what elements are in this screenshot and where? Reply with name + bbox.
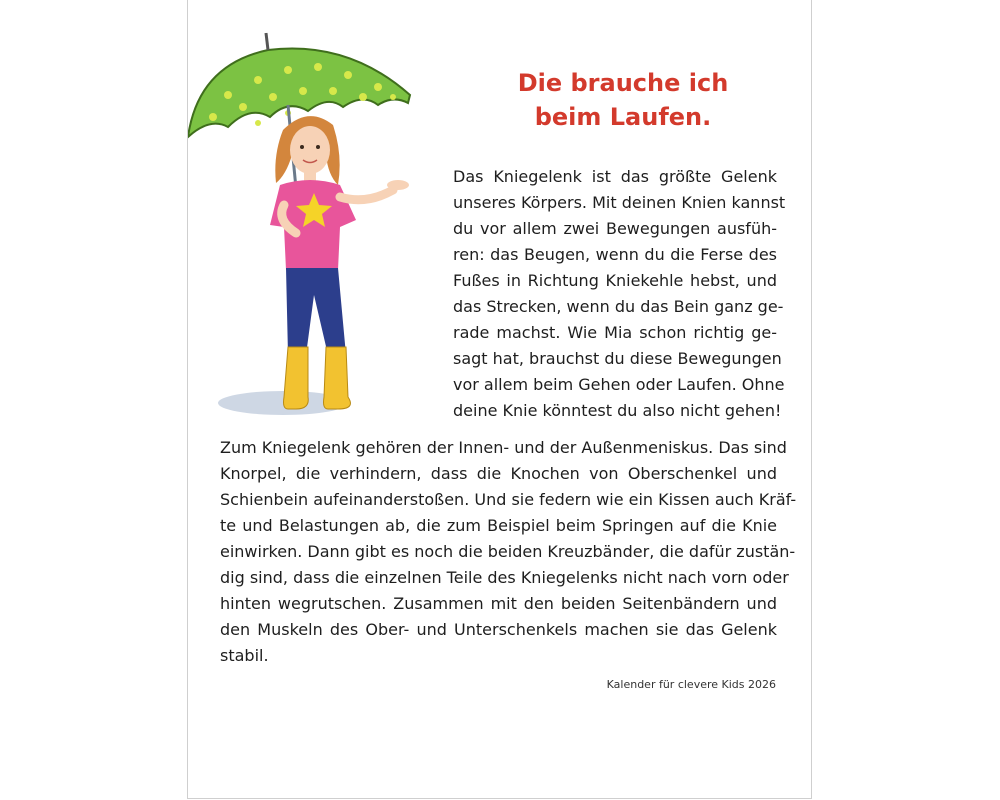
- page-title: [488, 66, 758, 134]
- text-line: den Muskeln des Ober- und Unterschenkels machen sie das Gelenk: [220, 620, 777, 639]
- text-line: unseres Körpers. Mit deinen Knien kannst: [453, 193, 786, 212]
- text-line: das Strecken, wenn du das Bein ganz ge-: [453, 297, 784, 316]
- text-line: dig sind, dass die einzelnen Teile des Kniegelenks nicht nach vorn oder: [220, 568, 789, 587]
- title-line-2: beim Laufen.: [534, 103, 712, 131]
- text-line: sagt hat, brauchst du diese Bewegungen: [453, 349, 782, 368]
- text-line: du vor allem zwei Bewegungen ausfüh-: [453, 219, 777, 238]
- title-line-1: Die brauche ich: [517, 69, 729, 97]
- girl-with-umbrella-illustration: [188, 25, 428, 420]
- footer-credit: Kalender für clevere Kids 2026: [606, 678, 776, 691]
- text-line: deine Knie könntest du also nicht gehen!: [453, 401, 782, 420]
- text-line: stabil.: [220, 646, 269, 665]
- text-line: ren: das Beugen, wenn du die Ferse des: [453, 245, 777, 264]
- text-line: Zum Kniegelenk gehören der Innen- und der Außenmeniskus. Das sind: [220, 438, 787, 457]
- text-line: Das Kniegelenk ist das größte Gelenk: [453, 167, 777, 186]
- text-line: vor allem beim Gehen oder Laufen. Ohne: [453, 375, 785, 394]
- text-line: te und Belastungen ab, die zum Beispiel beim Springen auf die Knie: [220, 516, 777, 535]
- text-line: Fußes in Richtung Kniekehle hebst, und: [453, 271, 777, 290]
- text-line: Knorpel, die verhindern, dass die Knochen von Oberschenkel und: [220, 464, 777, 483]
- text-line: Schienbein aufeinanderstoßen. Und sie federn wie ein Kissen auch Kräf-: [220, 490, 797, 509]
- text-line: rade machst. Wie Mia schon richtig ge-: [453, 323, 777, 342]
- intro-paragraph: [453, 164, 786, 424]
- body-paragraph: [220, 435, 797, 669]
- calendar-page: [187, 0, 812, 799]
- text-line: einwirken. Dann gibt es noch die beiden Kreuzbänder, die dafür zustän-: [220, 542, 796, 561]
- text-line: hinten wegrutschen. Zusammen mit den beiden Seitenbändern und: [220, 594, 777, 613]
